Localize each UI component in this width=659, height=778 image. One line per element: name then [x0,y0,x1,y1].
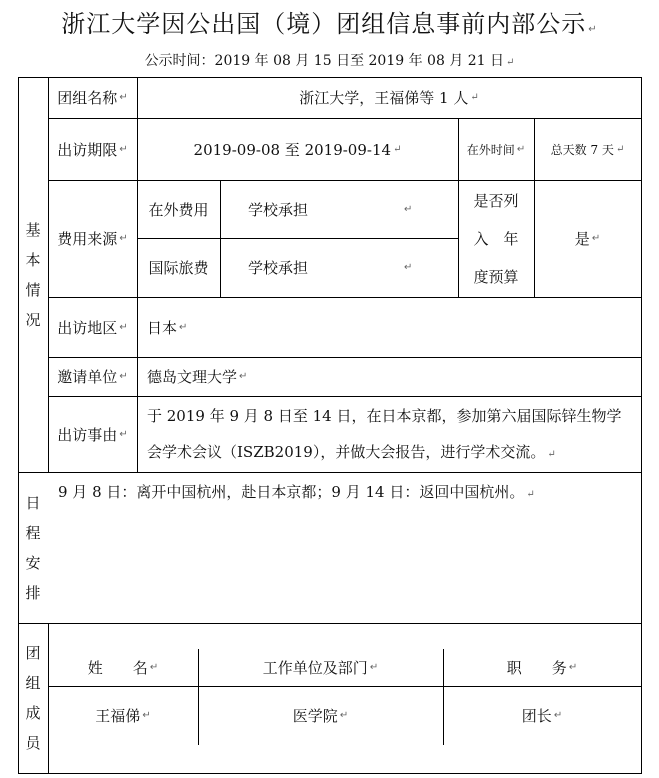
reason-value: 于 2019 年 9 月 8 日至 14 日，在日本京都，参加第六届国际锌生物学会学术会议（ISZB2019），并做大会报告，进行学术交流。 ↵ [147,407,622,461]
section-basic-info: 基 本 情 况 [25,220,41,329]
page-title: 浙江大学因公出国（境）团组信息事前内部公示 ↵ [61,10,598,38]
period-label: 出访期限 ↵ [57,140,128,159]
cost-abroad-label: 在外费用 [148,200,209,219]
inviter-value: 德岛文理大学 ↵ [147,368,248,386]
abroad-time-label: 在外时间 ↵ [466,142,526,157]
period-value: 2019-09-08 至 2019-09-14 ↵ [193,140,402,159]
member-position: 团长 ↵ [521,707,563,725]
abroad-time-value: 总天数 7 天 ↵ [550,142,625,157]
cost-travel-value: 学校承担 ↵ [248,259,413,277]
cost-travel-label: 国际旅费 [148,259,209,277]
member-header-position: 职 务 ↵ [506,659,578,677]
group-name-label: 团组名称 ↵ [57,89,128,107]
budget-value: 是 ↵ [574,230,601,248]
member-header-unit: 工作单位及部门 ↵ [262,659,379,677]
section-members: 团 组 成 员 [25,644,41,752]
member-header-name: 姓 名 ↵ [87,659,159,677]
budget-label: 是否列 入 年 度预算 [473,191,519,286]
region-label: 出访地区 ↵ [57,318,128,337]
section-schedule: 日 程 安 排 [25,493,41,602]
reason-label: 出访事由 ↵ [57,425,128,444]
group-name-value: 浙江大学，王福俤等 1 人 ↵ [299,89,479,107]
member-name: 王福俤 ↵ [95,707,151,725]
cost-abroad-value: 学校承担 ↵ [248,200,413,219]
notice-time: 公示时间：2019 年 08 月 15 日至 2019 年 08 月 21 日 ↵ [144,53,515,69]
member-unit: 医学院 ↵ [292,707,349,725]
region-value: 日本 ↵ [147,318,188,337]
cost-source-label: 费用来源 ↵ [57,230,128,248]
inviter-label: 邀请单位 ↵ [57,368,128,386]
schedule-text: 9 月 8 日：离开中国杭州，赴日本京都；9 月 14 日：返回中国杭州。 ↵ [58,483,535,501]
